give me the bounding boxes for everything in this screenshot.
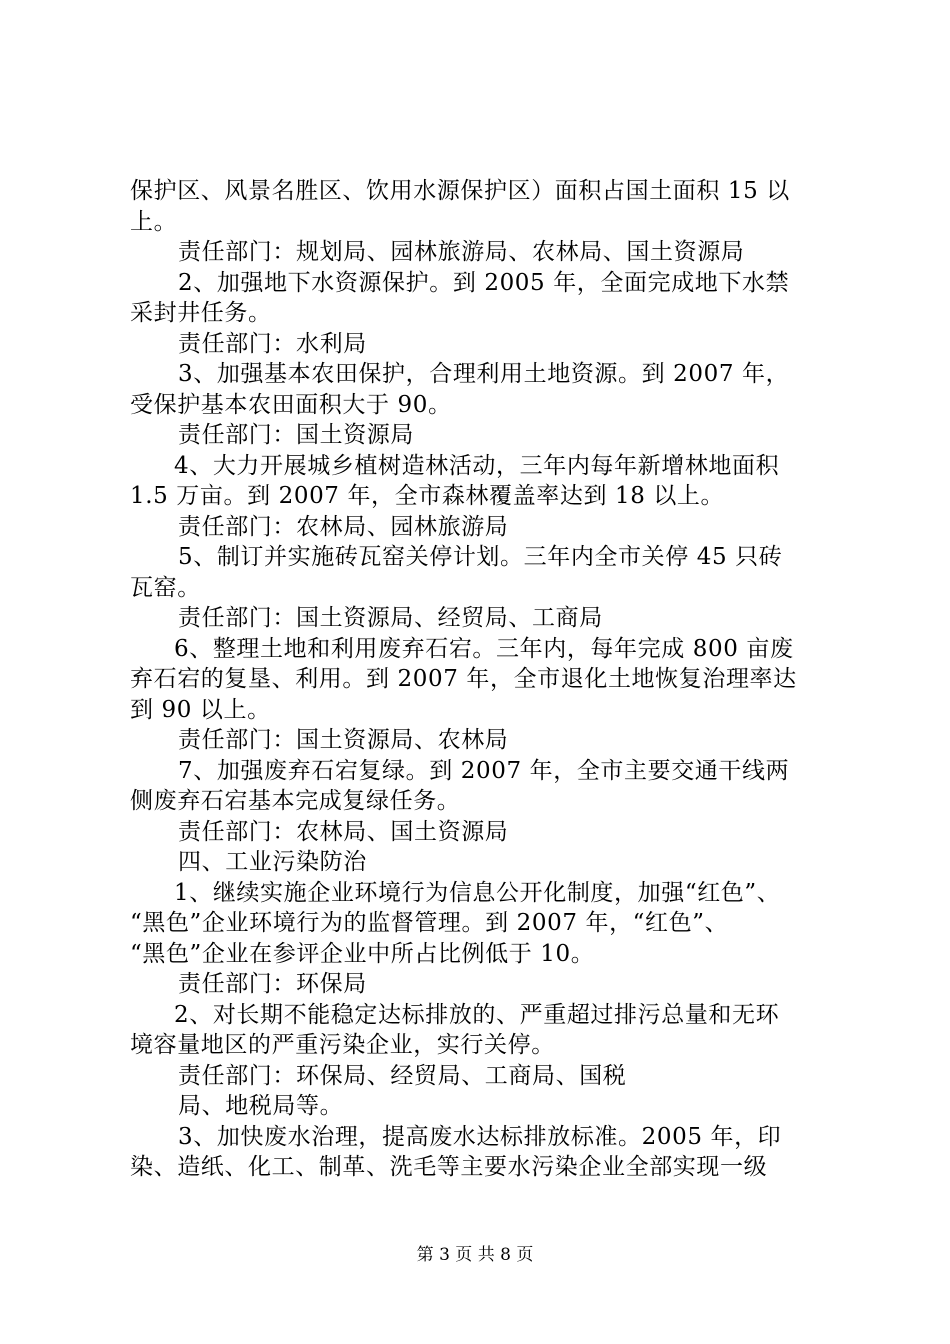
text-line: 责任部门：环保局、经贸局、工商局、国税	[178, 1062, 627, 1089]
body-text	[130, 176, 850, 1183]
text-line: “黑色”企业在参评企业中所占比例低于 10。	[130, 940, 595, 967]
text-line: 上。	[130, 208, 178, 235]
text-line: 侧废弃石宕基本完成复绿任务。	[130, 788, 461, 814]
text-line: 受保护基本农田面积大于 90。	[130, 391, 452, 418]
text-line: 1、继续实施企业环境行为信息公开化制度，加强“红色”、	[174, 879, 781, 906]
page-number-label: 第 3 页 共 8 页	[416, 1245, 534, 1265]
text-line: 瓦窑。	[130, 574, 201, 601]
text-line: 2、对长期不能稳定达标排放的、严重超过排污总量和无环	[174, 1001, 780, 1028]
section-heading: 四、工业污染防治	[178, 849, 367, 875]
text-line: 到 90 以上。	[130, 696, 271, 723]
text-line: 责任部门：国土资源局	[178, 422, 414, 448]
text-line: 责任部门：国土资源局、经贸局、工商局	[178, 605, 603, 631]
text-line: 责任部门：规划局、园林旅游局、农林局、国土资源局	[178, 239, 745, 265]
text-line: “黑色”企业环境行为的监督管理。到 2007 年，“红色”、	[130, 910, 729, 936]
page-footer	[0, 1244, 950, 1266]
text-line: 责任部门：国土资源局、农林局	[178, 727, 509, 753]
text-line: 2、加强地下水资源保护。到 2005 年，全面完成地下水禁	[178, 269, 790, 296]
text-line: 责任部门：水利局	[178, 330, 367, 357]
text-line: 采封井任务。	[130, 300, 272, 326]
text-line: 弃石宕的复垦、利用。到 2007 年，全市退化土地恢复治理率达	[130, 666, 797, 692]
text-line: 3、加强基本农田保护，合理利用土地资源。到 2007 年，	[178, 361, 790, 387]
text-line: 保护区、风景名胜区、饮用水源保护区）面积占国土面积 15 以	[130, 178, 790, 204]
text-line: 境容量地区的严重污染企业，实行关停。	[130, 1032, 555, 1058]
text-line: 4、大力开展城乡植树造林活动，三年内每年新增林地面积	[174, 452, 780, 479]
text-line: 染、造纸、化工、制革、洗毛等主要水污染企业全部实现一级	[130, 1154, 768, 1180]
text-line: 7、加强废弃石宕复绿。到 2007 年，全市主要交通干线两	[178, 757, 790, 784]
text-line: 6、整理土地和利用废弃石宕。三年内，每年完成 800 亩废	[174, 635, 794, 662]
text-line: 局、地税局等。	[178, 1093, 344, 1119]
text-line: 责任部门：农林局、国土资源局	[178, 818, 509, 845]
text-line: 责任部门：农林局、园林旅游局	[178, 513, 509, 540]
text-line: 3、加快废水治理，提高废水达标排放标准。2005 年，印	[178, 1123, 782, 1150]
text-line: 责任部门：环保局	[178, 971, 367, 997]
text-line: 5、制订并实施砖瓦窑关停计划。三年内全市关停 45 只砖	[178, 544, 783, 570]
text-line: 1.5 万亩。到 2007 年，全市森林覆盖率达到 18 以上。	[130, 483, 725, 509]
